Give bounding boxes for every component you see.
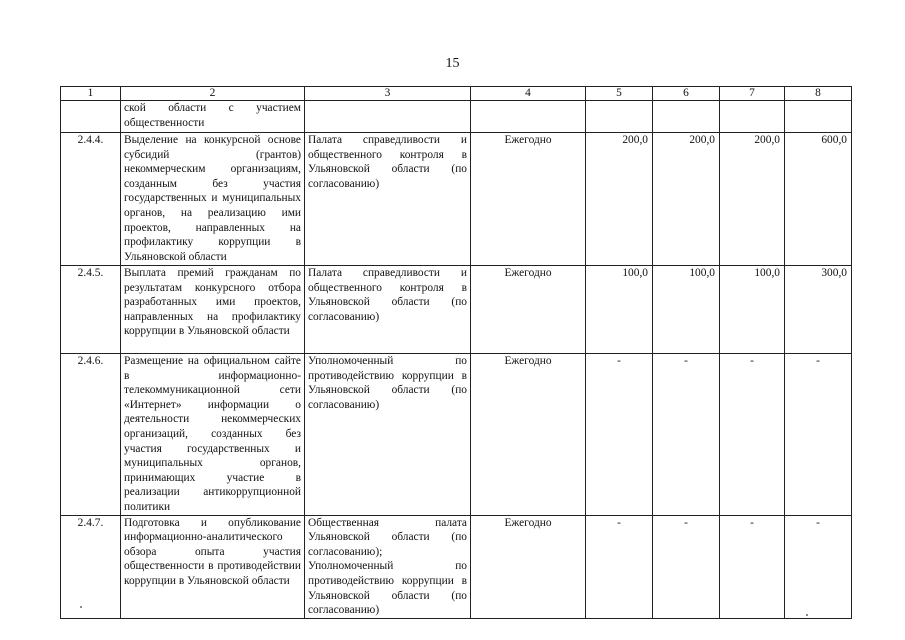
term-cell <box>471 101 586 133</box>
row-number: 2.4.4. <box>61 133 121 266</box>
row-number: 2.4.7. <box>61 515 121 618</box>
value-cell: - <box>653 354 720 516</box>
value-cell <box>720 101 785 133</box>
row-number: 2.4.6. <box>61 354 121 516</box>
column-header: 8 <box>785 87 852 101</box>
executor-cell: Палата справедливости и общественного контроля в Ульяновской области (по согласованию) <box>305 133 471 266</box>
measure-cell: Размещение на официальном сайте в информационно-телекоммуникационной сети «Интернет» информации о деятельности некоммерческих организаций, созданных без участия государственных и муниципальных органов, принимающих участие в реализации антикоррупционной политики <box>121 354 305 516</box>
column-header: 3 <box>305 87 471 101</box>
value-cell: - <box>586 515 653 618</box>
measure-cell: Подготовка и опубликование информационно-аналитического обзора опыта участия общественности в противодействии коррупции в Ульяновской области <box>121 515 305 618</box>
value-cell: 100,0 <box>653 266 720 354</box>
value-cell: 200,0 <box>653 133 720 266</box>
measure-cell: Выделение на конкурсной основе субсидий (грантов) некоммерческим организациям, созданным без участия государственных и муниципальных органов, на реализацию ими проектов, направленных на профилактику коррупции в Ульяновской области <box>121 133 305 266</box>
value-cell: - <box>720 515 785 618</box>
executor-cell: Общественная палата Ульяновской области (по согласованию); Уполномоченный по противодействию коррупции в Ульяновской области (по согласованию) <box>305 515 471 618</box>
executor-cell <box>305 101 471 133</box>
executor-cell: Палата справедливости и общественного контроля в Ульяновской области (по согласованию) <box>305 266 471 354</box>
table-row <box>61 354 852 516</box>
measure-cell: ской области с участием общественности <box>121 101 305 133</box>
column-header-row <box>61 87 852 101</box>
executor-cell: Уполномоченный по противодействию коррупции в Ульяновской области (по согласованию) <box>305 354 471 516</box>
measure-cell: Выплата премий гражданам по результатам конкурсного отбора разработанных ими проектов, направленных на профилактику коррупции в Ульяновской области <box>121 266 305 354</box>
row-number: 2.4.5. <box>61 266 121 354</box>
table-row <box>61 266 852 354</box>
value-cell: - <box>785 354 852 516</box>
term-cell: Ежегодно <box>471 354 586 516</box>
column-header: 6 <box>653 87 720 101</box>
value-cell <box>653 101 720 133</box>
column-header: 1 <box>61 87 121 101</box>
table-row <box>61 515 852 618</box>
value-cell: 100,0 <box>586 266 653 354</box>
table-row <box>61 133 852 266</box>
value-cell: 300,0 <box>785 266 852 354</box>
column-header: 5 <box>586 87 653 101</box>
scan-speck <box>806 614 808 616</box>
column-header: 2 <box>121 87 305 101</box>
page-number: 15 <box>445 56 460 71</box>
column-header: 7 <box>720 87 785 101</box>
column-header: 4 <box>471 87 586 101</box>
term-cell: Ежегодно <box>471 133 586 266</box>
value-cell: - <box>720 354 785 516</box>
measures-table <box>60 86 852 619</box>
value-cell: 100,0 <box>720 266 785 354</box>
table-row <box>61 101 852 133</box>
value-cell <box>586 101 653 133</box>
term-cell: Ежегодно <box>471 515 586 618</box>
value-cell: 600,0 <box>785 133 852 266</box>
value-cell: 200,0 <box>586 133 653 266</box>
value-cell: - <box>653 515 720 618</box>
term-cell: Ежегодно <box>471 266 586 354</box>
value-cell: - <box>785 515 852 618</box>
row-number <box>61 101 121 133</box>
value-cell: 200,0 <box>720 133 785 266</box>
value-cell: - <box>586 354 653 516</box>
value-cell <box>785 101 852 133</box>
scan-speck <box>80 606 82 608</box>
